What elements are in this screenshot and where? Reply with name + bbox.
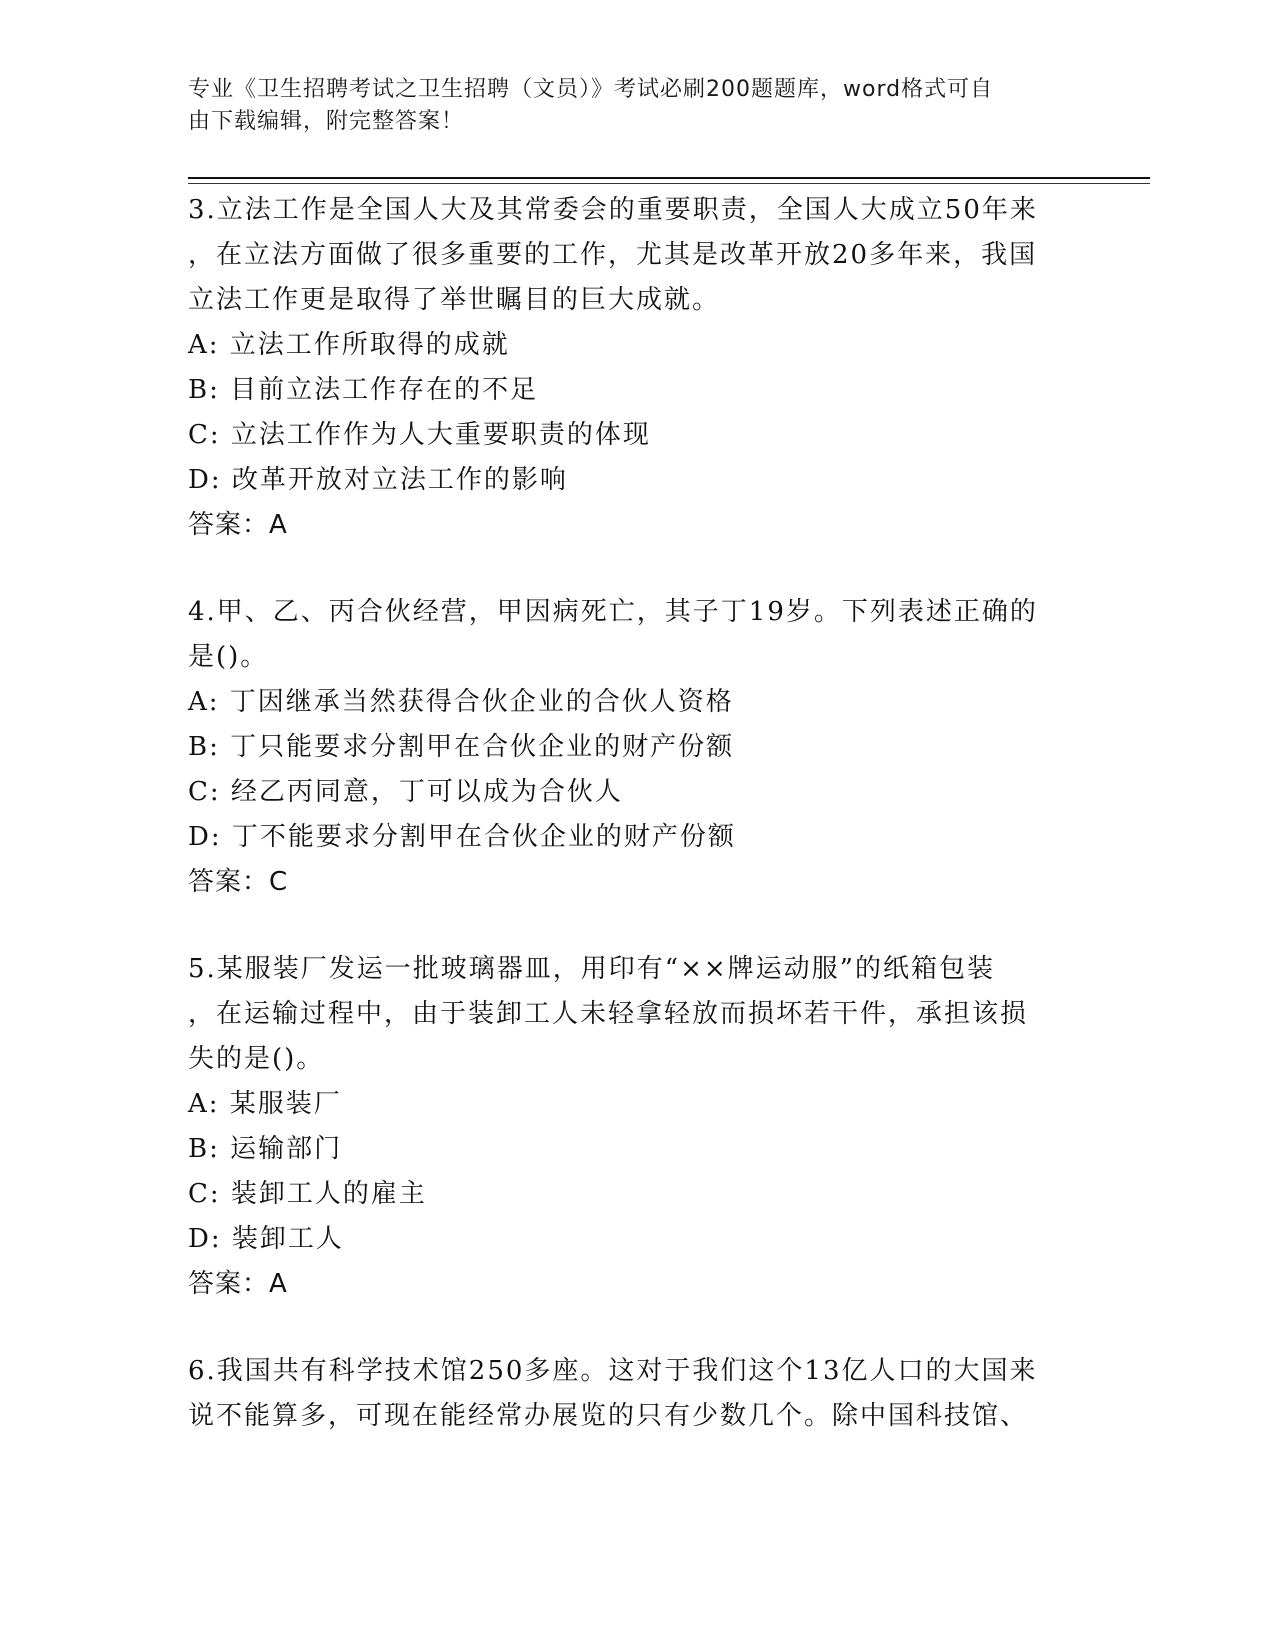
option-c: C: 立法工作作为人大重要职责的体现	[188, 420, 651, 450]
question-stem-line: 4.甲、乙、丙合伙经营，甲因病死亡，其子丁19岁。下列表述正确的	[188, 597, 1038, 627]
header-line-2: 由下载编辑，附完整答案！	[188, 109, 465, 134]
question-item	[188, 188, 1088, 548]
option-b: B: 目前立法工作存在的不足	[188, 375, 539, 405]
question-options	[188, 1082, 1088, 1262]
question-options	[188, 680, 1088, 860]
question-list	[188, 188, 1088, 1481]
question-item	[188, 590, 1088, 905]
question-stem-line: 6.我国共有科学技术馆250多座。这对于我们这个13亿人口的大国来	[188, 1356, 1038, 1386]
question-stem	[188, 590, 1088, 680]
option-c: C: 经乙丙同意，丁可以成为合伙人	[188, 777, 623, 807]
header-divider-thick	[188, 177, 1150, 179]
question-options	[188, 323, 1088, 503]
header-divider-thin	[188, 183, 1150, 184]
option-b: B: 运输部门	[188, 1134, 343, 1164]
option-a: A: 某服装厂	[188, 1089, 342, 1119]
question-answer: 答案：A	[188, 1269, 288, 1299]
question-stem	[188, 947, 1088, 1082]
question-stem-line: 是()。	[188, 642, 269, 672]
question-item	[188, 1349, 1088, 1439]
question-stem-line: 3.立法工作是全国人大及其常委会的重要职责，全国人大成立50年来	[188, 195, 1038, 225]
header-line-1: 专业《卫生招聘考试之卫生招聘（文员）》考试必刷200题题库，word格式可自	[188, 77, 994, 102]
option-b: B: 丁只能要求分割甲在合伙企业的财产份额	[188, 732, 735, 762]
option-d: D: 丁不能要求分割甲在合伙企业的财产份额	[188, 822, 736, 852]
option-d: D: 改革开放对立法工作的影响	[188, 465, 568, 495]
question-stem-line: 5.某服装厂发运一批玻璃器皿，用印有“××牌运动服”的纸箱包装	[188, 954, 995, 984]
option-a: A: 立法工作所取得的成就	[188, 330, 510, 360]
option-c: C: 装卸工人的雇主	[188, 1179, 427, 1209]
question-stem-line: 说不能算多，可现在能经常办展览的只有少数几个。除中国科技馆、	[188, 1401, 1029, 1431]
option-a: A: 丁因继承当然获得合伙企业的合伙人资格	[188, 687, 734, 717]
question-stem	[188, 188, 1088, 323]
question-answer: 答案：C	[188, 867, 289, 897]
option-d: D: 装卸工人	[188, 1224, 344, 1254]
question-stem-line: 失的是()。	[188, 1044, 325, 1074]
document-header-note	[188, 74, 1068, 138]
question-stem-line: ，在运输过程中，由于装卸工人未轻拿轻放而损坏若干件，承担该损	[188, 999, 1029, 1029]
question-item	[188, 947, 1088, 1307]
question-stem-line: 立法工作更是取得了举世瞩目的巨大成就。	[188, 285, 721, 315]
question-stem	[188, 1349, 1088, 1439]
question-answer: 答案：A	[188, 510, 288, 540]
question-stem-line: ，在立法方面做了很多重要的工作，尤其是改革开放20多年来，我国	[188, 240, 1038, 270]
